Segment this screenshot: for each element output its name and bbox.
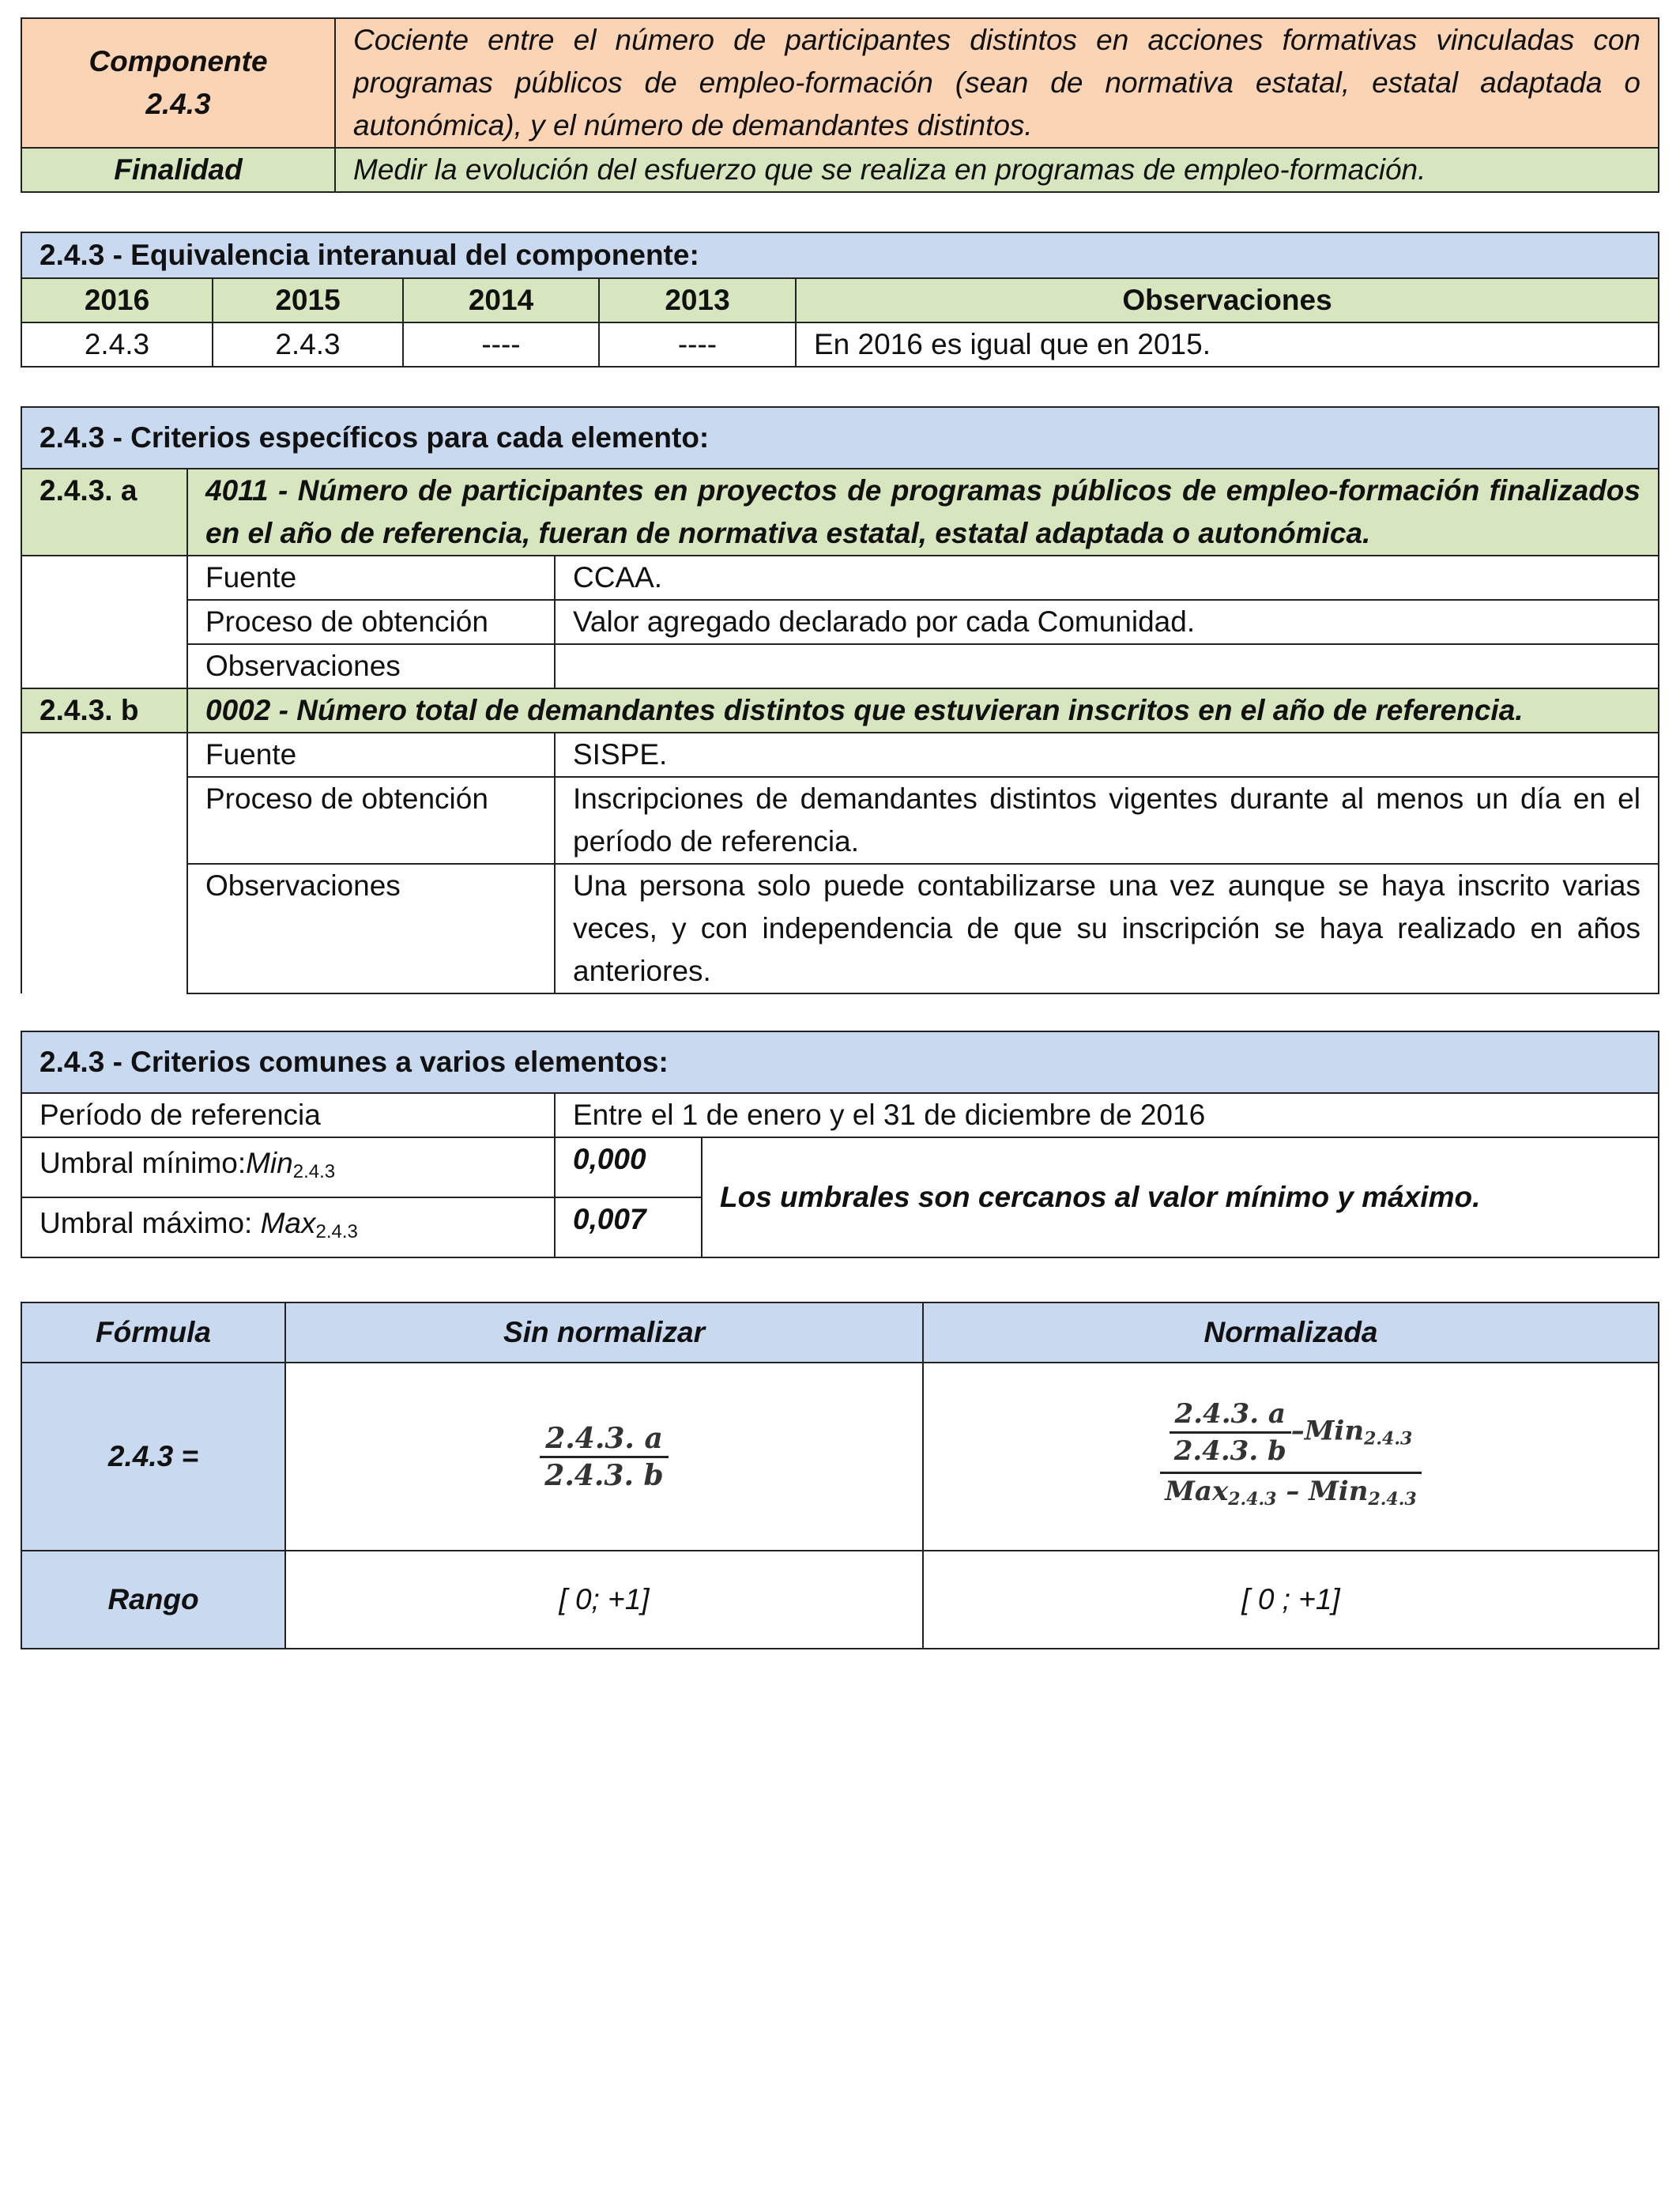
componente-description: Cociente entre el número de participantes distintos en acciones formativas vinculadas con programas públicos de empleo-formación (sean de normativa estatal, estatal adaptada o autonómica), y el número de demandantes distintos. — [335, 18, 1659, 148]
umbral-maximo-value: 0,007 — [555, 1197, 702, 1257]
max-term: Max — [1165, 1476, 1229, 1507]
equivalencia-header: 2013 — [599, 278, 796, 322]
normalized-numerator — [1160, 1397, 1421, 1474]
rango-label: Rango — [21, 1551, 285, 1649]
rango-sin-normalizar: [ 0; +1] — [285, 1551, 923, 1649]
proceso-label: Proceso de obtención — [187, 600, 555, 644]
fraction-denominator: 2.4.3. b — [544, 1458, 664, 1492]
observaciones-label: Observaciones — [187, 644, 555, 688]
observaciones-label: Observaciones — [187, 864, 555, 993]
umbral-maximo-text: Umbral máximo: — [40, 1206, 261, 1239]
formula-table — [21, 1302, 1659, 1649]
equivalencia-header: Observaciones — [796, 278, 1659, 322]
formula-header: Sin normalizar — [285, 1302, 923, 1363]
especificos-table — [21, 406, 1659, 994]
umbral-minimo-value: 0,000 — [555, 1137, 702, 1197]
umbral-maximo-label — [21, 1197, 555, 1257]
min-var: Min — [246, 1146, 293, 1179]
equivalencia-title: 2.4.3 - Equivalencia interanual del componente: — [21, 232, 1659, 278]
inner-numerator: 2.4.3. a — [1170, 1397, 1291, 1434]
equivalencia-header: 2014 — [403, 278, 599, 322]
componente-label: Componente 2.4.3 — [21, 18, 335, 148]
inner-fraction — [1170, 1397, 1291, 1468]
equivalencia-header: 2016 — [21, 278, 213, 322]
equivalencia-cell: ---- — [599, 322, 796, 367]
equivalencia-observaciones: En 2016 es igual que en 2015. — [796, 322, 1659, 367]
umbral-minimo-label — [21, 1137, 555, 1197]
periodo-label: Período de referencia — [21, 1093, 555, 1137]
comunes-title: 2.4.3 - Criterios comunes a varios elementos: — [21, 1031, 1659, 1093]
equivalencia-cell: 2.4.3 — [21, 322, 213, 367]
min-term: Min — [1309, 1476, 1369, 1507]
fraction-normalizada — [1160, 1397, 1421, 1517]
element-code-a: 2.4.3. a — [21, 469, 187, 556]
formula-header: Fórmula — [21, 1302, 285, 1363]
fuente-value: SISPE. — [555, 733, 1659, 777]
equivalencia-header: 2015 — [213, 278, 403, 322]
formula-sin-normalizar — [285, 1363, 923, 1551]
componente-table — [21, 17, 1659, 193]
equivalencia-cell: ---- — [403, 322, 599, 367]
fraction-sin-normalizar — [540, 1421, 668, 1493]
normalized-denominator — [1160, 1474, 1421, 1517]
proceso-label: Proceso de obtención — [187, 777, 555, 864]
observaciones-value: Una persona solo puede contabilizarse una vez aunque se haya inscrito varias veces, y con independencia de que su inscripción se haya realizado en años anteriores. — [555, 864, 1659, 993]
max-var: Max — [260, 1206, 316, 1239]
fuente-label: Fuente — [187, 733, 555, 777]
minus-sign: – — [1290, 1415, 1305, 1447]
min-sub: 2.4.3 — [1364, 1428, 1413, 1449]
element-code-b: 2.4.3. b — [21, 688, 187, 733]
element-a-spacer — [21, 556, 187, 688]
proceso-value: Valor agregado declarado por cada Comunidad. — [555, 600, 1659, 644]
element-description-a: 4011 - Número de participantes en proyectos de programas públicos de empleo-formación finalizados en el año de referencia, fueran de normativa estatal, estatal adaptada o autonómica. — [187, 469, 1659, 556]
rango-normalizada: [ 0 ; +1] — [923, 1551, 1659, 1649]
equivalencia-table — [21, 232, 1659, 368]
formula-row-label: 2.4.3 = — [21, 1363, 285, 1551]
umbral-minimo-text: Umbral mínimo: — [40, 1146, 247, 1179]
umbrales-note: Los umbrales son cercanos al valor mínimo y máximo. — [702, 1137, 1659, 1257]
formula-header: Normalizada — [923, 1302, 1659, 1363]
especificos-title: 2.4.3 - Criterios específicos para cada elemento: — [21, 407, 1659, 469]
fuente-label: Fuente — [187, 556, 555, 600]
min-term: Min — [1304, 1415, 1365, 1447]
element-b-spacer — [21, 733, 187, 993]
finalidad-label: Finalidad — [21, 148, 335, 192]
formula-normalizada — [923, 1363, 1659, 1551]
fraction-numerator: 2.4.3. a — [540, 1421, 668, 1458]
periodo-value: Entre el 1 de enero y el 31 de diciembre de 2016 — [555, 1093, 1659, 1137]
equivalencia-cell: 2.4.3 — [213, 322, 403, 367]
min-sub: 2.4.3 — [292, 1160, 336, 1182]
fuente-value: CCAA. — [555, 556, 1659, 600]
element-description-b: 0002 - Número total de demandantes distintos que estuvieran inscritos en el año de referencia. — [187, 688, 1659, 733]
max-sub: 2.4.3 — [1228, 1489, 1277, 1510]
finalidad-text: Medir la evolución del esfuerzo que se realiza en programas de empleo-formación. — [335, 148, 1659, 192]
proceso-value: Inscripciones de demandantes distintos vigentes durante al menos un día en el período de referencia. — [555, 777, 1659, 864]
comunes-table — [21, 1031, 1659, 1258]
minus-sign: – — [1286, 1476, 1300, 1507]
inner-denominator: 2.4.3. b — [1173, 1435, 1286, 1467]
min-sub: 2.4.3 — [1368, 1489, 1417, 1510]
max-sub: 2.4.3 — [315, 1220, 358, 1242]
observaciones-value — [555, 644, 1659, 688]
